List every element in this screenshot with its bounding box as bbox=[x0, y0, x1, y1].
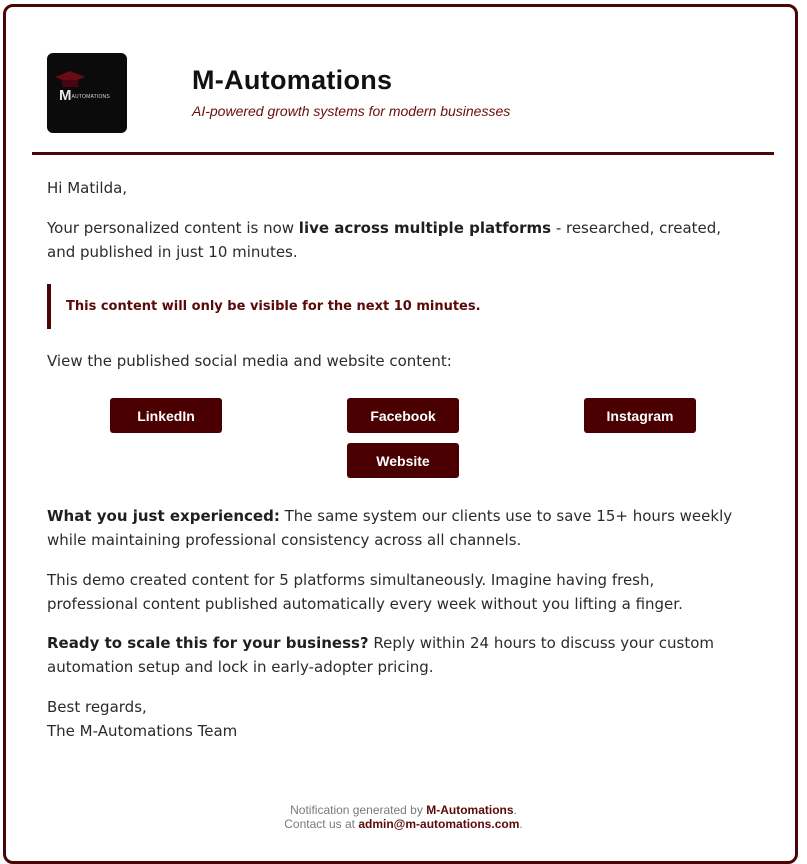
footer-generated-suffix: . bbox=[513, 803, 517, 817]
logo-wordmark bbox=[59, 87, 110, 105]
greeting: Hi Matilda, bbox=[47, 179, 128, 197]
website-button[interactable]: Website bbox=[347, 443, 459, 478]
facebook-button[interactable]: Facebook bbox=[347, 398, 459, 433]
experienced-bold: What you just experienced: bbox=[47, 507, 280, 525]
intro-suffix: - researched, created, and published in just 10 minutes. bbox=[47, 219, 722, 261]
signoff: Best regards, bbox=[47, 698, 147, 716]
footer-email-link[interactable]: admin@m-automations.com bbox=[358, 817, 520, 831]
footer-generated bbox=[0, 803, 807, 817]
expiry-notice bbox=[47, 284, 747, 329]
scale-bold: Ready to scale this for your business? bbox=[47, 634, 369, 652]
expiry-notice-text: This content will only be visible for the next 10 minutes. bbox=[66, 299, 481, 314]
scale-text: Reply within 24 hours to discuss your custom automation setup and lock in early-adopter pricing. bbox=[47, 634, 714, 676]
signature: The M-Automations Team bbox=[47, 722, 238, 740]
footer-generated-prefix: Notification generated by bbox=[290, 803, 427, 817]
experienced-paragraph bbox=[47, 504, 747, 552]
footer-contact bbox=[0, 817, 807, 831]
intro-bold: live across multiple platforms bbox=[298, 219, 552, 237]
intro-paragraph bbox=[47, 216, 747, 264]
logo-wordmark-text: AUTOMATIONS bbox=[71, 94, 110, 100]
footer-contact-suffix: . bbox=[519, 817, 523, 831]
brand-tagline: AI-powered growth systems for modern businesses bbox=[192, 103, 511, 119]
experienced-text: The same system our clients use to save 15+ hours weekly while maintaining professional consistency across all channels. bbox=[47, 507, 733, 549]
header-divider bbox=[32, 152, 774, 155]
scale-paragraph bbox=[47, 631, 747, 679]
logo-letter: M bbox=[59, 87, 72, 104]
footer-brand-link[interactable]: M-Automations bbox=[426, 803, 514, 817]
intro-prefix: Your personalized content is now bbox=[47, 219, 299, 237]
footer-contact-prefix: Contact us at bbox=[284, 817, 359, 831]
demo-paragraph: This demo created content for 5 platforms simultaneously. Imagine having fresh, professional content published automatically every week without you lifting a finger. bbox=[47, 571, 683, 613]
instagram-button[interactable]: Instagram bbox=[584, 398, 696, 433]
brand-logo bbox=[47, 53, 127, 133]
linkedin-button[interactable]: LinkedIn bbox=[110, 398, 222, 433]
view-prompt: View the published social media and website content: bbox=[47, 352, 452, 370]
brand-title: M-Automations bbox=[192, 65, 393, 95]
